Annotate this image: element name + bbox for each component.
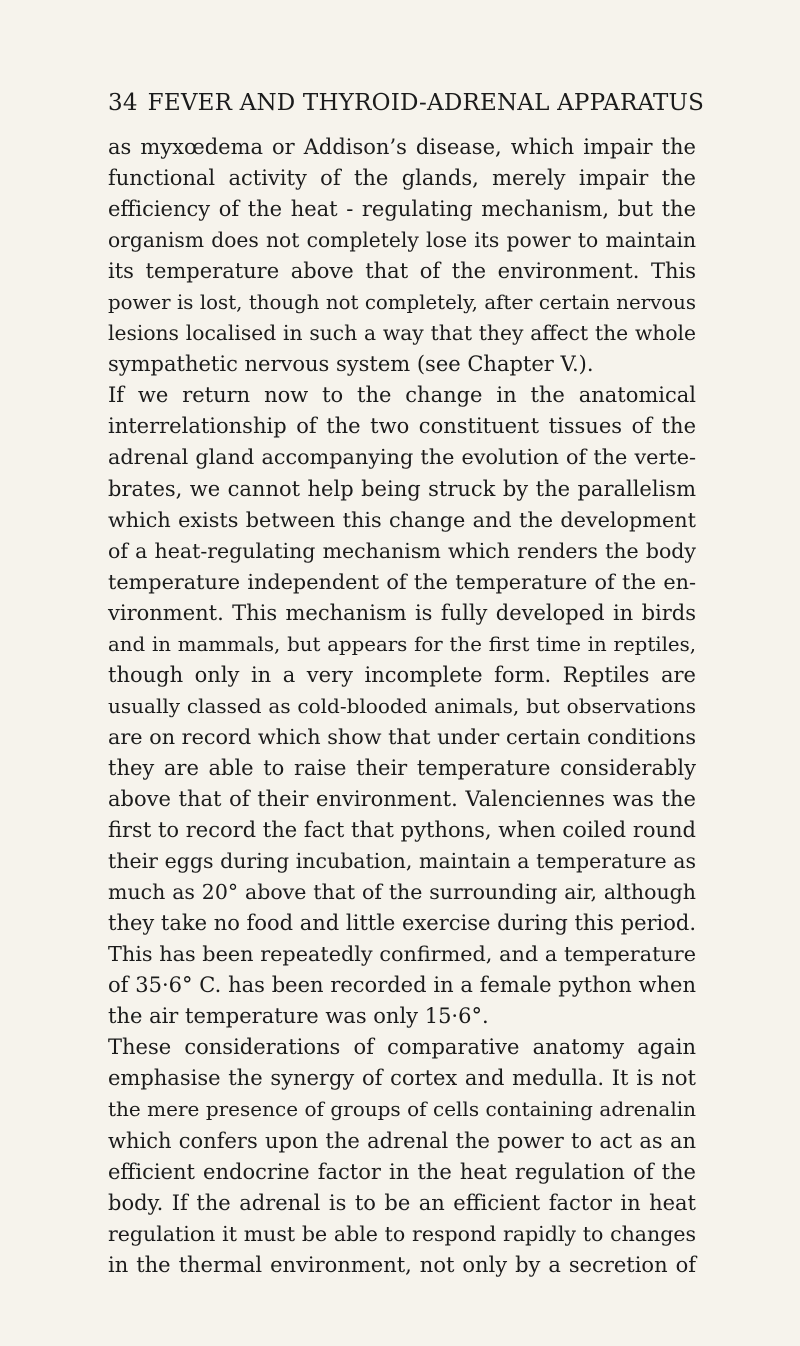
text-line: the air temperature was only 15·6°.: [108, 1004, 489, 1029]
text-line: If we return now to the change in the anatomical: [108, 383, 696, 408]
text-line: temperature independent of the temperature of the en-: [108, 569, 696, 594]
text-line: sympathetic nervous system (see Chapter V.).: [108, 352, 594, 377]
text-line: emphasise the synergy of cortex and medulla. It is not: [108, 1066, 696, 1091]
text-line: organism does not completely lose its power to maintain: [108, 228, 696, 253]
text-line: though only in a very incomplete form. Reptiles are: [108, 662, 696, 687]
text-line: power is lost, though not completely, after certain nervous: [108, 291, 696, 315]
text-line: These considerations of comparative anatomy again: [108, 1035, 696, 1060]
text-line: which exists between this change and the development: [108, 507, 696, 532]
text-line: This has been repeatedly confirmed, and a temperature: [108, 942, 696, 967]
text-line: their eggs during incubation, maintain a temperature as: [108, 849, 696, 874]
text-line: efficient endocrine factor in the heat regulation of the: [108, 1159, 696, 1184]
text-line: brates, we cannot help being struck by the parallelism: [108, 476, 696, 501]
text-line: as myxœdema or Addison’s disease, which impair the: [108, 135, 696, 159]
text-line: adrenal gland accompanying the evolution of the verte-: [108, 445, 696, 470]
text-line: lesions localised in such a way that they affect the whole: [108, 321, 696, 346]
text-line: interrelationship of the two constituent tissues of the: [108, 414, 696, 439]
text-line: its temperature above that of the environment. This: [108, 259, 696, 284]
text-line: of a heat-regulating mechanism which renders the body: [108, 538, 696, 563]
text-line: vironment. This mechanism is fully developed in birds: [108, 600, 696, 625]
text-line: first to record the fact that pythons, when coiled round: [108, 818, 696, 843]
page-number: 34: [108, 90, 138, 116]
text-line: much as 20° above that of the surrounding air, although: [108, 880, 696, 905]
text-line: above that of their environment. Valenciennes was the: [108, 786, 696, 811]
text-line: body. If the adrenal is to be an efficient factor in heat: [108, 1190, 696, 1215]
text-line: efficiency of the heat - regulating mechanism, but the: [108, 197, 696, 222]
text-line: they take no food and little exercise during this period.: [108, 911, 697, 936]
text-line: which confers upon the adrenal the power to act as an: [108, 1128, 696, 1153]
text-line: functional activity of the glands, merely impair the: [108, 166, 696, 191]
running-title: FEVER AND THYROID-ADRENAL APPARATUS: [147, 90, 705, 116]
text-line: of 35·6° C. has been recorded in a female python when: [108, 973, 696, 998]
text-line: they are able to raise their temperature considerably: [108, 755, 696, 780]
text-line: regulation it must be able to respond rapidly to changes: [108, 1221, 696, 1246]
text-line: and in mammals, but appears for the first time in reptiles,: [108, 632, 696, 656]
text-line: usually classed as cold-blooded animals, but observations: [108, 693, 696, 718]
body-text: [108, 132, 696, 1281]
text-line: the mere presence of groups of cells containing adrenalin: [108, 1097, 696, 1122]
running-head: [108, 90, 708, 116]
text-line: are on record which show that under certain conditions: [108, 724, 696, 749]
text-line: in the thermal environment, not only by a secretion of: [108, 1252, 696, 1277]
